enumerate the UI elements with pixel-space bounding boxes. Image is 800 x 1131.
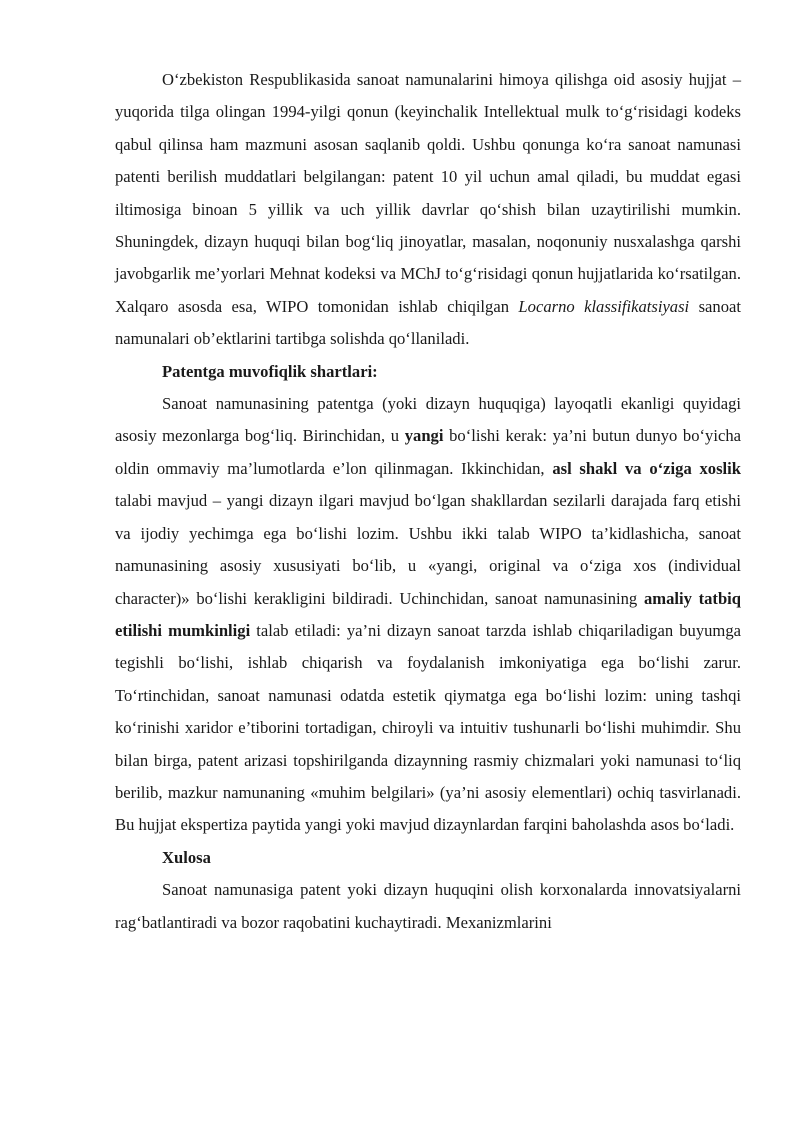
paragraph-conditions-text-1: Sanoat namunasining patentga (yoki dizayn huquqiga) layoqatli ekanligi quyidagi asosiy mezonlarga bog‘liq. Birinchidan, u [115,394,741,446]
paragraph-patent-conditions [115,388,741,842]
term-industrial-applicability: amaliy tatbiq etilishi mumkinligi [115,588,742,640]
paragraph-legal-basis-text-2: sanoat namunalari ob’ektlarini tartibga solishda qo‘llaniladi. [115,296,741,349]
paragraph-conditions-text-4: talab etiladi: ya’ni dizayn sanoat tarzda ishlab chiqariladigan buyumga tegishli bo‘lishi, ishlab chiqarish va foydalanish imkoniyatiga ega bo‘lishi zarur. To‘rtinchidan, sanoat namunasi odatda estetik qiymatga ega bo‘lishi lozim: uning tashqi ko‘rinishi xaridor e’tiborini tortadigan, chiroyli va intuitiv tushunarli bo‘lishi muhimdir. Shu bilan birga, patent arizasi topshirilganda dizaynning rasmiy chizmalari yoki namunasi to‘liq berilib, mazkur namunaning «muhim belgilari» (ya’ni asosiy elementlari) ochiq tasvirlanadi. Bu hujjat ekspertiza paytida yangi yoki mavjud dizaynlardan farqini baholashda asos bo‘ladi. [115,620,741,835]
document-page [115,64,741,939]
paragraph-conclusion [115,874,741,939]
term-originality: asl shakl va o‘ziga xoslik [552,458,741,478]
paragraph-conditions-text-2: bo‘lishi kerak: ya’ni butun dunyo bo‘yicha oldin ommaviy ma’lumotlarda e’lon qilinmagan. Ikkinchidan, [115,426,741,478]
paragraph-legal-basis-text-1: O‘zbekiston Respublikasida sanoat namunalarini himoya qilishga oid asosiy hujjat – yuqorida tilga olingan 1994-yilgi qonun (keyinchalik Intellektual mulk to‘g‘risidagi kodeks qabul qilinsa ham mazmuni asosan saqlanib qoldi. Ushbu qonunga ko‘ra sanoat namunasi patenti berilish muddatlari belgilangan: patent 10 yil uchun amal qiladi, bu muddat egasi iltimosiga binoan 5 yillik va uch yillik davrlar qo‘shish bilan uzaytirilishi mumkin. Shuningdek, dizayn huquqi bilan bog‘liq jinoyatlar, masalan, noqonuniy nusxalashga qarshi javobgarlik me’yorlari Mehnat kodeksi va MChJ to‘g‘risidagi qonun hujjatlarida ko‘rsatilgan. Xalqaro asosda esa, WIPO tomonidan ishlab chiqilgan [115,70,741,316]
paragraph-legal-basis [115,64,741,356]
paragraph-conditions-text-3: talabi mavjud – yangi dizayn ilgari mavjud bo‘lgan shakllardan sezilarli darajada farq etishi va ijodiy yechimga ega bo‘lishi lozim. Ushbu ikki talab WIPO ta’kidlashicha, sanoat namunasining asosiy xususiyati bo‘lib, u «yangi, original va o‘ziga xos (individual character)» bo‘lishi kerakligini bildiradi. Uchinchidan, sanoat namunasining [115,491,741,608]
term-novelty: yangi [404,426,444,446]
section-heading-conclusion: Xulosa [162,847,211,867]
section-heading-patent-conditions: Patentga muvofiqlik shartlari: [162,361,378,381]
paragraph-conclusion-text: Sanoat namunasiga patent yoki dizayn huquqini olish korxonalarda innovatsiyalarni rag‘batlantiradi va bozor raqobatini kuchaytiradi. Mexanizmlarini [115,880,741,932]
locarno-classification-term: Locarno klassifikatsiyasi [518,296,690,316]
